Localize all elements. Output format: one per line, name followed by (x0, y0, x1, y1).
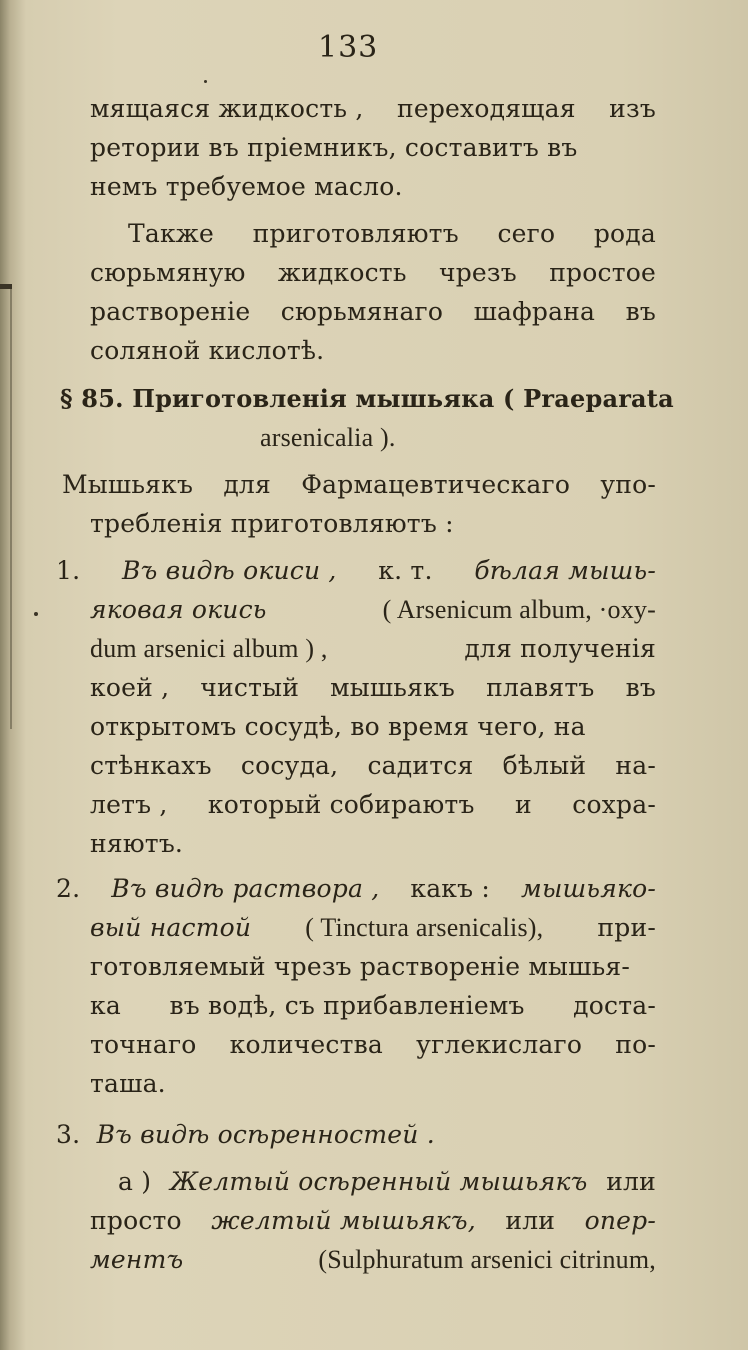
text-line (118, 1167, 656, 1197)
text-line (90, 336, 324, 366)
text-span: въ водѣ, съ прибавленіемъ (169, 991, 525, 1020)
text-span: рода (593, 219, 656, 248)
text-span: желтый мышьякъ, (211, 1206, 476, 1235)
text-span: углекислаго (416, 1030, 583, 1059)
text-span: таша. (90, 1069, 166, 1098)
binding-edge (10, 289, 12, 729)
text-span: вый настой (90, 913, 252, 942)
text-span: сего (497, 219, 556, 248)
text-span: Въ видѣ осѣренностей . (96, 1120, 435, 1149)
text-span: или (505, 1206, 556, 1235)
text-line (90, 952, 656, 982)
text-line (90, 790, 656, 820)
text-span: сосуда, (240, 751, 339, 780)
text-span: Также (128, 219, 214, 248)
text-line (90, 673, 656, 703)
text-span: требленія приготовляютъ : (90, 509, 454, 538)
text-span: мышьякъ (330, 673, 456, 702)
text-span: Мышьякъ (62, 470, 194, 499)
text-span: шафрана (473, 297, 596, 326)
text-span: (Sulphuratum arsenici citrinum, (318, 1245, 656, 1274)
text-span: ка (90, 991, 121, 1020)
text-span: няютъ. (90, 829, 184, 858)
text-span: ( Arsenicum album, ·oxy- (382, 595, 656, 624)
text-line (90, 509, 454, 539)
text-span: ретории въ пріемникъ, составитъ въ (90, 133, 578, 162)
text-span: на- (615, 751, 656, 780)
text-span: переходящая (397, 94, 576, 123)
text-span: arsenicalia ). (260, 423, 396, 452)
text-span: летъ , (90, 790, 168, 819)
text-span: немъ требуемое масло. (90, 172, 403, 201)
text-span: Въ видѣ окиси , (122, 556, 337, 585)
list-number: 2. (56, 874, 81, 903)
text-span: простое (549, 258, 656, 287)
page-number: 133 (318, 30, 379, 65)
text-span: бѣлый (502, 751, 587, 780)
text-span: чрезъ (438, 258, 517, 287)
text-span: § 85. Приготовленія мышьяка ( Praeparata (60, 384, 674, 413)
ink-speck (204, 80, 207, 83)
text-line (90, 913, 656, 943)
text-span: по- (615, 1030, 656, 1059)
list-item-line (56, 1120, 435, 1150)
text-span: для (223, 470, 271, 499)
text-line (90, 595, 656, 625)
text-span: изъ (609, 94, 656, 123)
text-line (128, 219, 656, 249)
text-line (90, 751, 656, 781)
text-line (90, 1069, 166, 1099)
text-span: жидкость (277, 258, 407, 287)
list-number: 3. (56, 1120, 81, 1149)
text-span: приготовляютъ (252, 219, 459, 248)
text-span: открытомъ сосудѣ, во время чего, на (90, 712, 586, 741)
text-span: для полученія (464, 634, 656, 663)
text-span: Желтый осѣренный мышьякъ (169, 1167, 588, 1196)
text-line (90, 634, 656, 664)
text-span: и (514, 790, 532, 819)
text-line (90, 829, 183, 859)
text-line (90, 258, 656, 288)
text-span: стѣнкахъ (90, 751, 212, 780)
text-span: упо- (600, 470, 656, 499)
text-span: плавятъ (486, 673, 595, 702)
ink-speck (34, 612, 38, 616)
text-span: точнаго (90, 1030, 197, 1059)
text-span: опер- (584, 1206, 656, 1235)
text-span: чистый (200, 673, 300, 702)
list-item-line (56, 556, 656, 586)
text-span: готовляемый чрезъ раствореніе мышья- (90, 952, 631, 981)
text-line (90, 1030, 656, 1060)
text-span: сюрьмянаго (280, 297, 444, 326)
text-line (62, 470, 656, 500)
text-line (90, 991, 656, 1021)
text-span: бѣлая мышь- (474, 556, 656, 585)
text-span: въ (625, 297, 656, 326)
text-span: или (606, 1167, 656, 1196)
text-span: dum arsenici album ) , (90, 634, 328, 663)
text-span: яковая окись (90, 595, 267, 624)
text-span: соляной кислотѣ. (90, 336, 325, 365)
list-number: 1. (56, 556, 81, 585)
text-line (90, 712, 656, 742)
text-span: коей , (90, 673, 170, 702)
text-span: Въ видѣ раствора , (111, 874, 380, 903)
text-line (90, 172, 403, 202)
sub-item-letter: а ) (118, 1167, 152, 1196)
text-span: к. т. (378, 556, 433, 585)
text-span: при- (597, 913, 656, 942)
text-span: Фармацевтическаго (301, 470, 571, 499)
text-span: просто (90, 1206, 182, 1235)
text-line (90, 133, 656, 163)
list-item-line (56, 874, 656, 904)
text-span: доста- (573, 991, 656, 1020)
section-heading-latin (260, 423, 396, 453)
text-span: количества (229, 1030, 384, 1059)
text-span: ментъ (90, 1245, 184, 1274)
text-span: сохра- (572, 790, 656, 819)
section-heading (60, 384, 674, 414)
text-span: раствореніе (90, 297, 251, 326)
text-line (90, 297, 656, 327)
text-span: садится (367, 751, 474, 780)
text-span: ( Tinctura arsenicalis), (305, 913, 544, 942)
text-span: мышьяко- (521, 874, 656, 903)
text-span: сюрьмяную (90, 258, 246, 287)
text-line (90, 1206, 656, 1236)
text-span: мящаяся жидкость , (90, 94, 364, 123)
text-line (90, 1245, 656, 1275)
text-line (90, 94, 656, 124)
text-span: въ (625, 673, 656, 702)
text-span: который собираютъ (207, 790, 475, 819)
text-span: какъ : (410, 874, 491, 903)
